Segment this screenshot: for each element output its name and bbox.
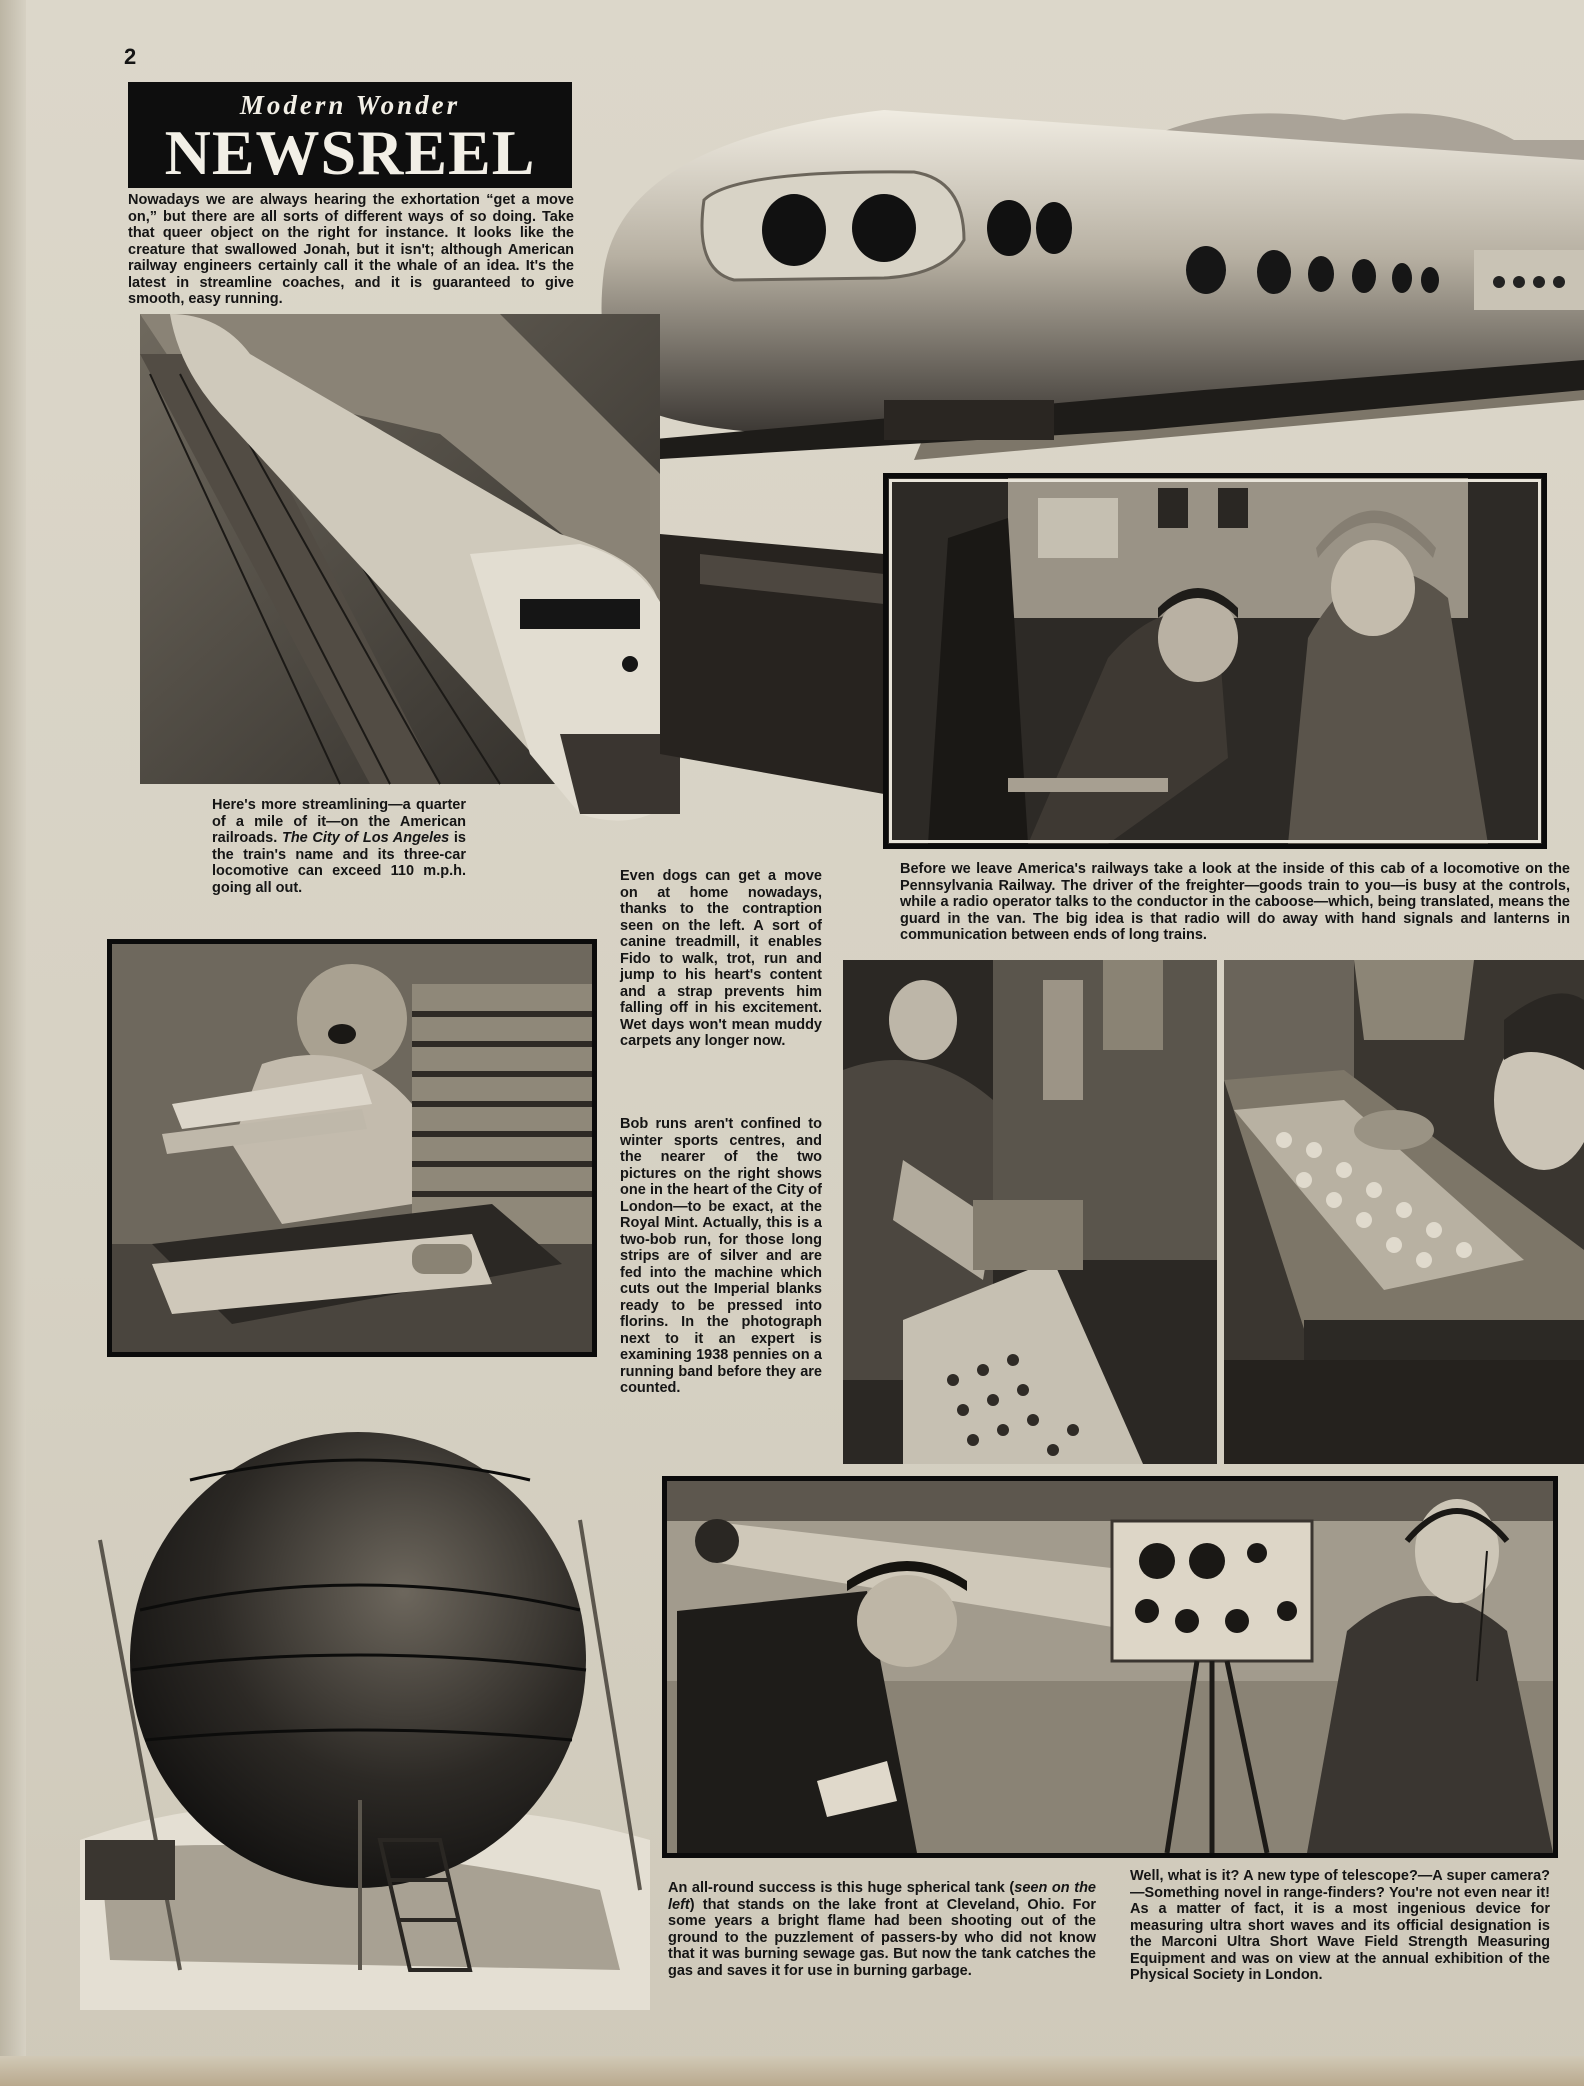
- dog-treadmill-caption: Even dogs can get a move on at home nowadays, thanks to the contraption seen on the left. A sort of canine treadmill, it enables Fido to walk, trot, run and jump to his heart's content and a strap prevents him falling off in his excitement. Wet days won't mean muddy carpets any longer now.: [620, 868, 822, 1049]
- locomotive-cab-photo: [883, 473, 1547, 849]
- city-of-los-angeles-caption: [212, 797, 466, 896]
- marconi-caption: Well, what is it? A new type of telescope?—A super camera?—Something novel in range-finders? You're not even near it! As a matter of fact, it is a most ingenious device for measuring ultra short waves and its official designation is the Marconi Ultra Short Wave Field Strength Measuring Equipment and was on view at the annual exhibition of the Physical Society in London.: [1130, 1868, 1550, 1983]
- masthead: [128, 82, 572, 188]
- intro-caption: Nowadays we are always hearing the exhortation “get a move on,” but there are all sorts of different ways of so doing. Take that queer object on the right for instance. It looks like the creature that swallowed Jonah, but it isn't; although American railway engineers certainly call it the whale of an idea. It's the latest in streamline coaches, and it is guaranteed to give smooth, easy running.: [128, 192, 574, 307]
- royal-mint-strips-photo: [843, 960, 1217, 1464]
- pennies-running-band-photo: [1224, 960, 1584, 1464]
- page-edge: [0, 0, 26, 2086]
- train-name: The City of Los Angeles: [281, 830, 450, 846]
- spherical-tank-caption: [668, 1880, 1096, 1979]
- torn-bottom-edge: [0, 2056, 1584, 2086]
- dog-treadmill-photo: [107, 939, 597, 1357]
- marconi-equipment-photo: [662, 1476, 1558, 1858]
- tank-caption-italic: seen on the left: [668, 1880, 1096, 1913]
- spherical-tank-photo: [80, 1370, 650, 2010]
- city-caption-text-a: Here's more streamlining—a quarter of a mile of it—on the American railroads.: [212, 797, 466, 846]
- tank-caption-text-a: An all-round success is this huge spherical tank (: [668, 1880, 1015, 1896]
- city-caption-text-b: is the train's name and its three-car locomotive can exceed 110 m.p.h. going all out.: [212, 830, 466, 896]
- royal-mint-caption: Bob runs aren't confined to winter sports centres, and the nearer of the two pictures on the right shows one in the heart of the City of London—to be exact, at the Royal Mint. Actually, this is a two-bob run, for those long strips are of silver and are fed into the machine which cuts out the Imperial blanks ready to be pressed into florins. In the photograph next to it an expert is examining 1938 pennies on a running band before they are counted.: [620, 1116, 822, 1396]
- page-number: 2: [124, 44, 137, 69]
- tank-caption-text-b: ) that stands on the lake front at Cleveland, Ohio. For some years a bright flame had been shooting out of the ground to the puzzlement of passers-by who did not know that it was burning sewage gas. But now the tank catches the gas and saves it for use in burning garbage.: [668, 1896, 1096, 1979]
- locomotive-cab-caption: Before we leave America's railways take a look at the inside of this cab of a locomotive on the Pennsylvania Railway. The driver of the freighter—goods train to you—is busy at the controls, while a radio operator talks to the conductor in the caboose—which, being translated, means the guard in the van. The big idea is that radio will do away with hand signals and lanterns in communication between ends of long trains.: [900, 861, 1570, 943]
- masthead-kicker: Modern Wonder: [239, 90, 461, 120]
- city-of-los-angeles-photo: [140, 314, 884, 854]
- masthead-title: NEWSREEL: [164, 117, 536, 188]
